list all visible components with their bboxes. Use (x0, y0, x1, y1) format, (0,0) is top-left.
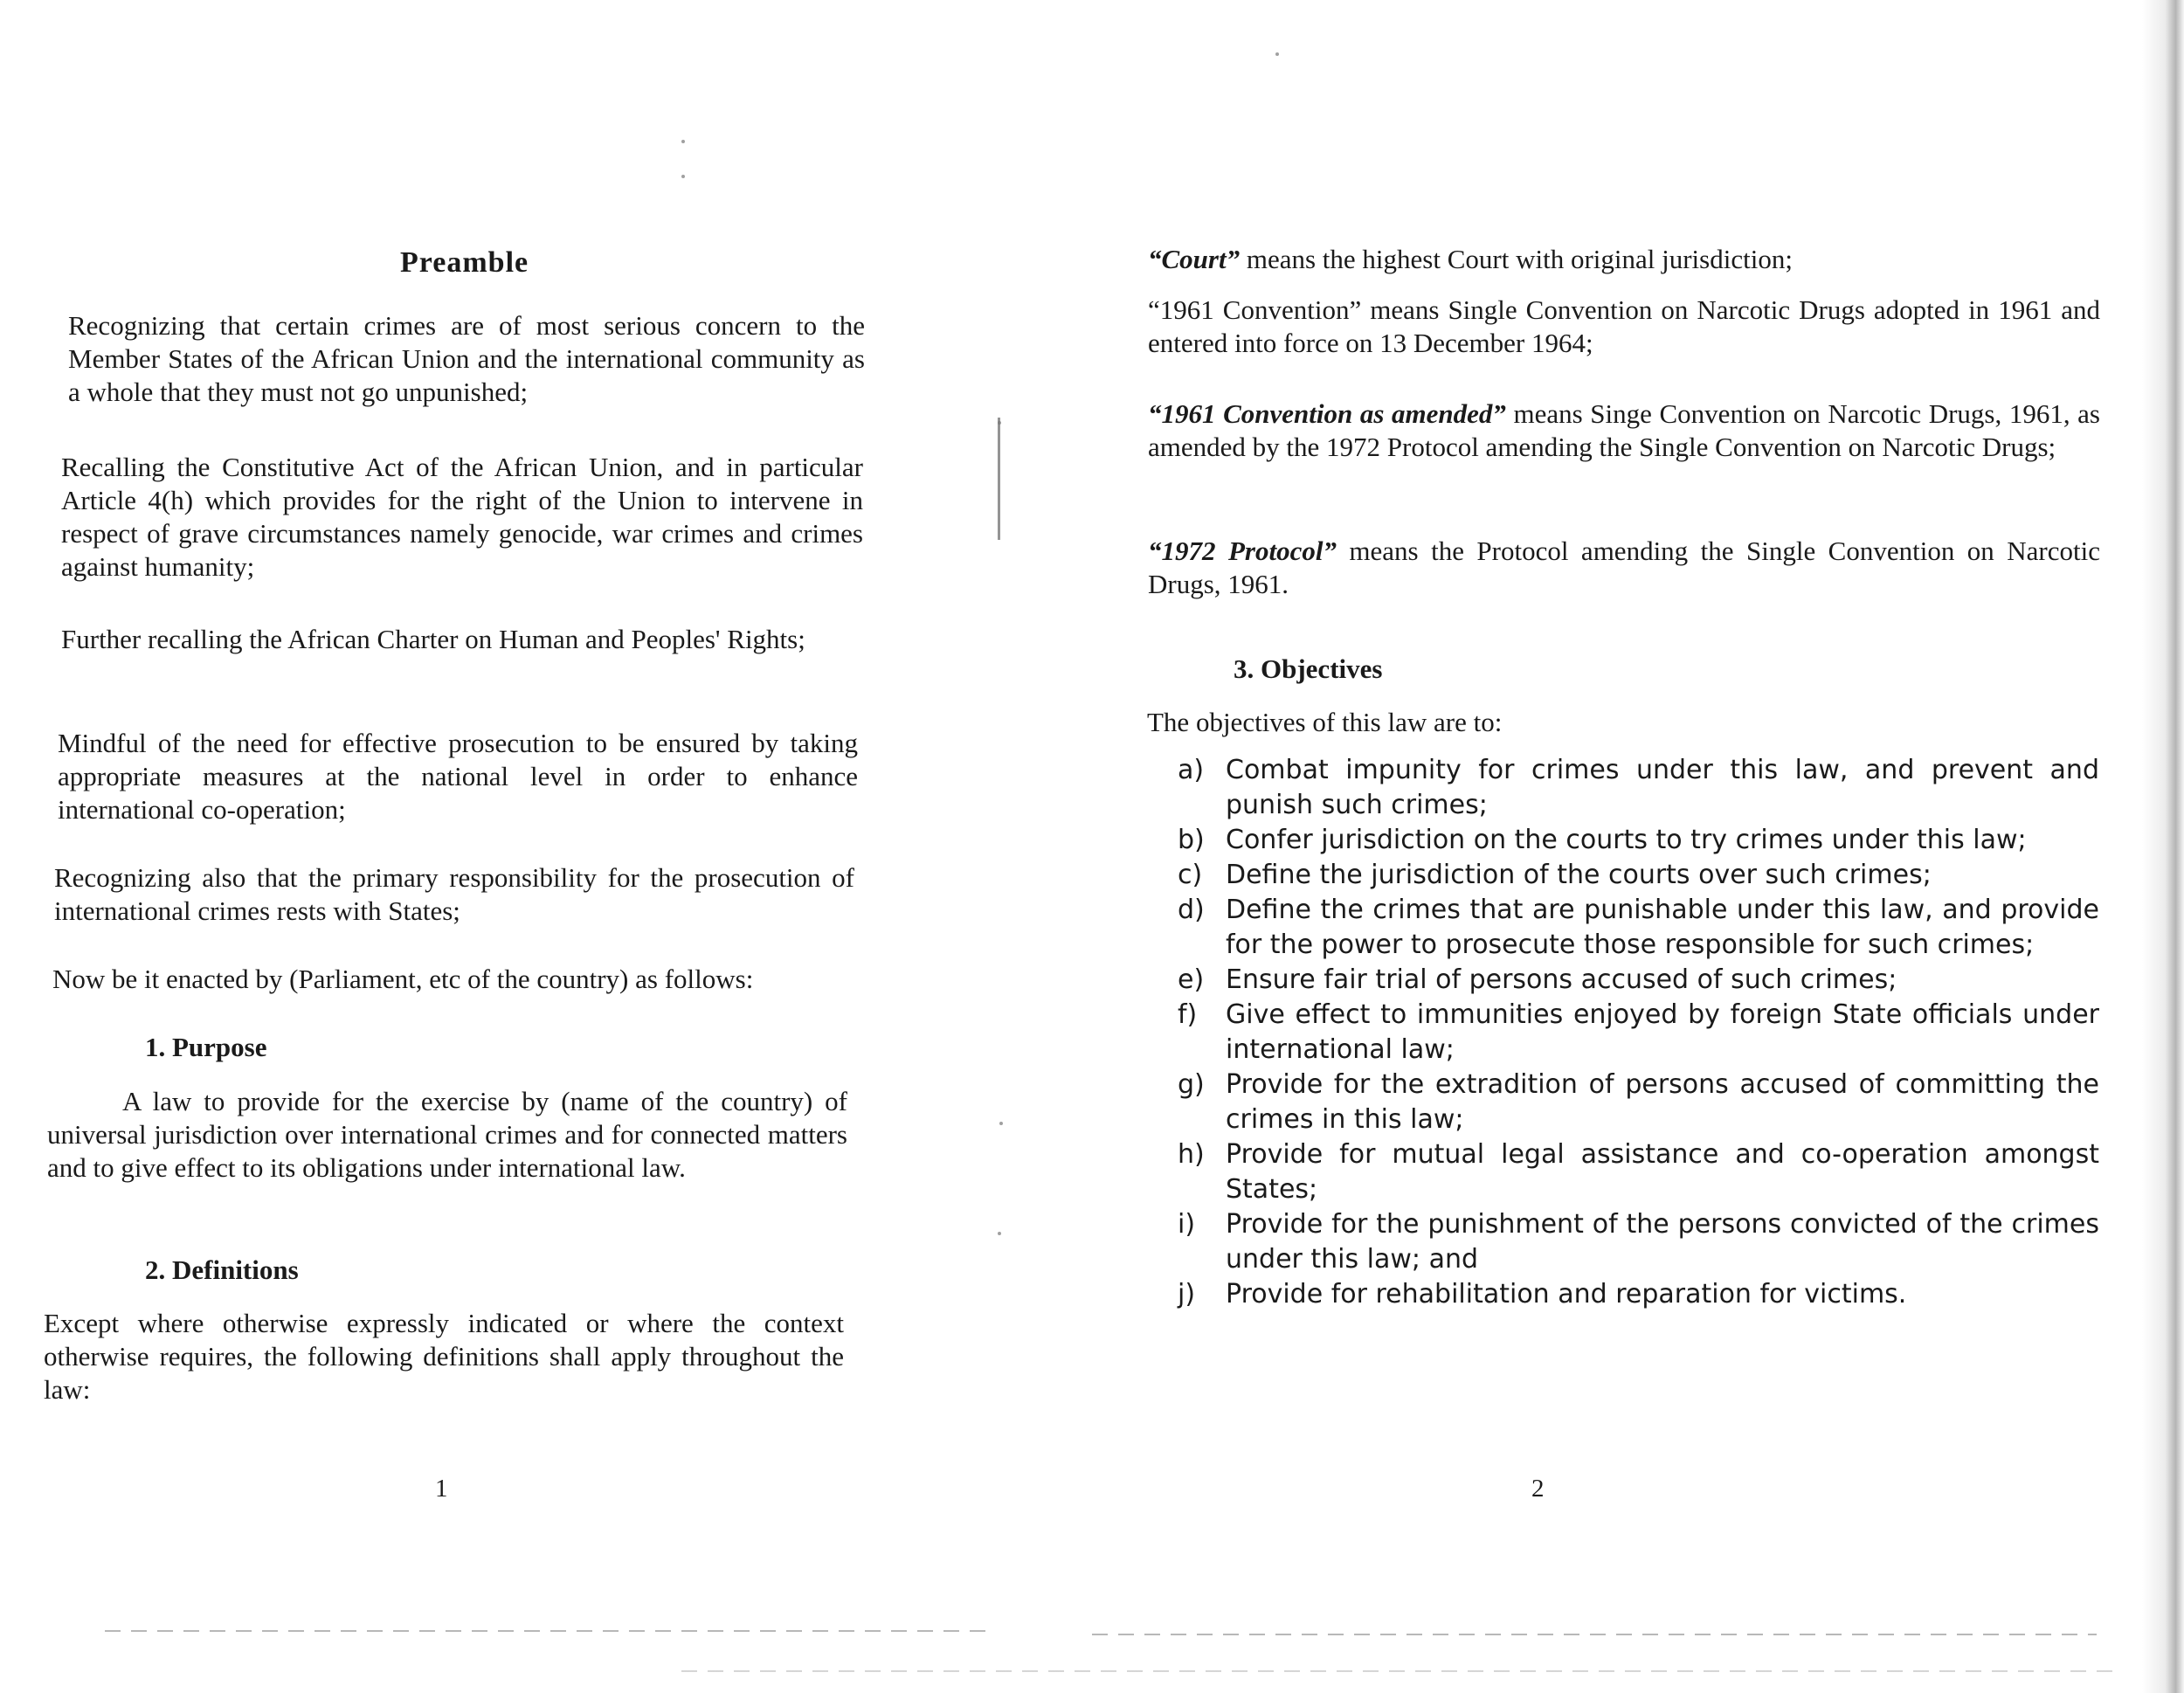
list-marker: e) (1178, 964, 1205, 995)
preamble-paragraph-5: Recognizing also that the primary responsibility for the prosecution of international crimes rests with States; (54, 862, 854, 926)
list-item-text: Provide for rehabilitation and reparation for victims. (1226, 1279, 1907, 1309)
list-item (1178, 998, 2099, 1068)
scan-speck (681, 175, 685, 178)
list-marker: g) (1178, 1069, 1205, 1100)
scan-line (1092, 1634, 2097, 1635)
definition-term: “1972 Protocol” (1148, 536, 1337, 566)
preamble-paragraph-3: Further recalling the African Charter on Human and Peoples' Rights; (61, 624, 805, 654)
list-item-text: Provide for mutual legal assistance and co-operation amongst States; (1226, 1139, 2099, 1205)
list-marker: a) (1178, 755, 1205, 785)
list-item (1178, 1068, 2099, 1137)
list-marker: f) (1178, 999, 1198, 1030)
scan-line (105, 1630, 996, 1632)
list-item (1178, 1207, 2099, 1277)
page-2 (1022, 0, 2184, 1693)
list-item-text: Give effect to immunities enjoyed by foreign State officials under international law; (1226, 999, 2099, 1065)
list-item (1178, 893, 2099, 963)
list-marker: i) (1178, 1209, 1196, 1240)
definition-term: “Court” (1148, 244, 1241, 274)
enactment-clause: Now be it enacted by (Parliament, etc of the country) as follows: (52, 964, 754, 994)
list-item (1178, 1277, 2099, 1312)
page-1 (0, 0, 1022, 1693)
list-marker: c) (1178, 860, 1203, 890)
list-item-text: Ensure fair trial of persons accused of such crimes; (1226, 964, 1897, 995)
definition-text: “1961 Convention” means Single Convention on Narcotic Drugs adopted in 1961 and entered into force on 13 December 1964; (1148, 294, 2100, 358)
objectives-list (1178, 753, 2099, 1312)
list-item-text: Define the crimes that are punishable under this law, and provide for the power to prosecute those responsible for such crimes; (1226, 895, 2099, 960)
definition-text: means the Protocol amending the Single Convention on Narcotic Drugs, 1961. (1148, 536, 2100, 599)
list-item (1178, 1137, 2099, 1207)
objectives-heading: 3. Objectives (1234, 653, 1383, 684)
definition-1961-convention-amended (1148, 397, 2100, 464)
page-number-1: 1 (435, 1475, 448, 1503)
list-item (1178, 963, 2099, 998)
list-marker: b) (1178, 825, 1205, 855)
scan-speck (681, 140, 685, 143)
preamble-heading: Preamble (400, 246, 529, 279)
page-number-2: 2 (1531, 1475, 1545, 1503)
list-marker: h) (1178, 1139, 1205, 1170)
purpose-heading: 1. Purpose (145, 1032, 267, 1062)
definition-text: means the highest Court with original jurisdiction; (1240, 244, 1793, 274)
definitions-heading: 2. Definitions (145, 1254, 299, 1285)
list-item-text: Define the jurisdiction of the courts over such crimes; (1226, 860, 1932, 890)
list-item (1178, 753, 2099, 823)
definition-term: “1961 Convention as amended” (1148, 398, 1506, 429)
definition-court (1148, 243, 2100, 276)
binding-mark (998, 418, 1000, 540)
preamble-paragraph-1: Recognizing that certain crimes are of most serious concern to the Member States of the African Union and the international community as a whole that they must not go unpunished; (68, 310, 865, 407)
definitions-intro: Except where otherwise expressly indicated or where the context otherwise requires, the following definitions shall apply throughout the law: (44, 1308, 844, 1405)
definition-1961-convention (1148, 294, 2100, 360)
list-item (1178, 858, 2099, 893)
purpose-text: A law to provide for the exercise by (name of the country) of universal jurisdiction over international crimes and for connected matters and to give effect to its obligations under international law. (47, 1086, 847, 1183)
scan-line (681, 1670, 2114, 1672)
scan-edge (2142, 0, 2184, 1693)
list-item-text: Combat impunity for crimes under this law, and prevent and punish such crimes; (1226, 755, 2099, 820)
list-item-text: Provide for the punishment of the persons convicted of the crimes under this law; and (1226, 1209, 2099, 1275)
list-item-text: Confer jurisdiction on the courts to try crimes under this law; (1226, 825, 2027, 855)
scan-speck (999, 1122, 1003, 1125)
objectives-intro: The objectives of this law are to: (1147, 707, 1503, 737)
preamble-paragraph-2: Recalling the Constitutive Act of the African Union, and in particular Article 4(h) which provides for the right of the Union to intervene in respect of grave circumstances namely genocide, war crimes and crimes against humanity; (61, 452, 863, 582)
list-item (1178, 823, 2099, 858)
scan-speck (998, 1232, 1001, 1235)
scan-speck (998, 421, 1001, 425)
list-item-text: Provide for the extradition of persons accused of committing the crimes in this law; (1226, 1069, 2099, 1135)
preamble-paragraph-4: Mindful of the need for effective prosecution to be ensured by taking appropriate measures at the national level in order to enhance international co-operation; (58, 728, 858, 825)
definition-text: means Singe Convention on Narcotic Drugs, 1961, as amended by the 1972 Protocol amending the Single Convention on Narcotic Drugs; (1148, 398, 2100, 462)
list-marker: j) (1178, 1279, 1196, 1309)
scan-speck (1275, 52, 1279, 56)
definition-1972-protocol (1148, 535, 2100, 601)
list-marker: d) (1178, 895, 1205, 925)
